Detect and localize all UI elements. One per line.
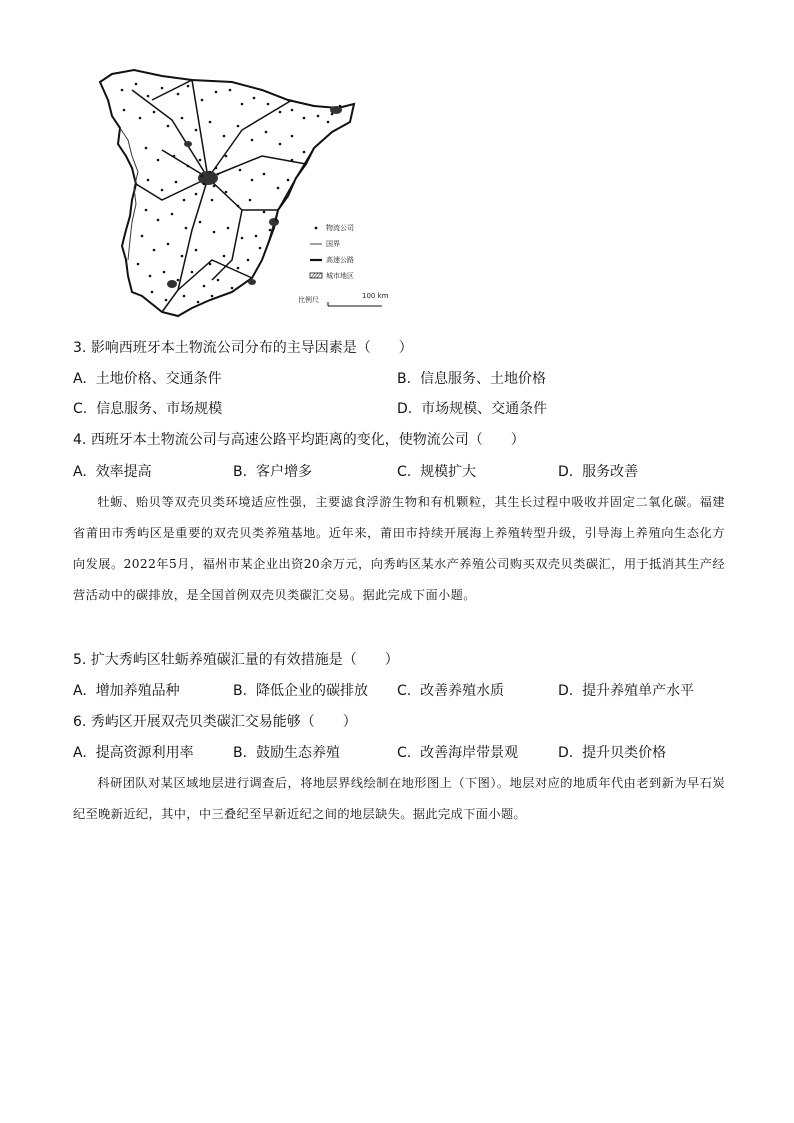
logistics-dot [195, 249, 198, 252]
logistics-dot [121, 89, 124, 92]
option-text: 提高资源利用率 [95, 745, 194, 761]
logistics-dot [167, 243, 170, 246]
logistics-dot [199, 221, 202, 224]
option-text: 改善养殖水质 [420, 683, 505, 699]
option-b[interactable] [397, 370, 546, 388]
logistics-dot [211, 295, 214, 298]
option-letter: C. [73, 401, 88, 417]
passage-text: 牡蛎、贻贝等双壳贝类环境适应性强，主要滤食浮游生物和有机颗粒，其生长过程中吸收并固定二氧化碳。福建省莆田市秀屿区是重要的双壳贝类养殖基地。近年来，莆田市持续开展海上养殖转型升级，引导海上养殖向生态化方向发展。2022年5月，福州市某企业出资20余万元，向秀屿区某水产养殖公司购买双壳贝类碳汇，用于抵消其生产经营活动中的碳排放，是全国首例双壳贝类碳汇交易。据此完成下面小题。 [73, 495, 725, 602]
spain-logistics-map [92, 60, 392, 322]
logistics-dot [135, 83, 138, 86]
question-text: 扩大秀屿区牡蛎养殖碳汇量的有效措施是（ ） [90, 652, 399, 668]
logistics-dot [279, 111, 282, 114]
logistics-dot [291, 109, 294, 112]
option-c[interactable] [397, 744, 518, 762]
option-b[interactable] [233, 744, 340, 762]
question-number: 4. [73, 432, 87, 448]
logistics-dot [253, 97, 256, 100]
logistics-dot [191, 271, 194, 274]
option-b[interactable] [233, 463, 312, 481]
logistics-dot [331, 113, 334, 116]
option-text: 市场规模、交通条件 [421, 401, 548, 417]
logistics-dot [303, 151, 306, 154]
option-text: 增加养殖品种 [95, 683, 180, 699]
logistics-dot [175, 181, 178, 184]
logistics-dot [211, 199, 214, 202]
logistics-dot [287, 179, 290, 182]
logistics-dot [167, 125, 170, 128]
logistics-dot [183, 295, 186, 298]
logistics-dot [267, 103, 270, 106]
logistics-dot [181, 117, 184, 120]
logistics-dot [303, 117, 306, 120]
logistics-dot [139, 117, 142, 120]
logistics-dot [263, 211, 266, 214]
logistics-dot [173, 155, 176, 158]
question-5-stem [73, 651, 399, 669]
option-letter: D. [558, 464, 574, 480]
option-letter: B. [233, 464, 248, 480]
logistics-dot [187, 85, 190, 88]
option-b[interactable] [233, 682, 368, 700]
map-drawing [92, 60, 392, 322]
logistics-dot [185, 227, 188, 230]
option-letter: A. [73, 745, 87, 761]
scale-distance: 100 km [362, 292, 389, 300]
logistics-dot [209, 263, 212, 266]
question-text: 西班牙本土物流公司与高速公路平均距离的变化，使物流公司（ ） [90, 432, 525, 448]
logistics-dot [147, 95, 150, 98]
logistics-dot [201, 99, 204, 102]
logistics-dot [157, 159, 160, 162]
logistics-dot [213, 231, 216, 234]
option-letter: C. [397, 683, 412, 699]
option-letter: B. [233, 683, 248, 699]
logistics-dot [171, 213, 174, 216]
logistics-dot [203, 183, 206, 186]
map-legend [310, 223, 354, 280]
logistics-dot [259, 247, 262, 250]
logistics-dot [231, 287, 234, 290]
option-a[interactable] [73, 682, 180, 700]
question-text: 影响西班牙本土物流公司分布的主导因素是（ ） [90, 340, 413, 356]
option-c[interactable] [397, 463, 476, 481]
logistics-dot [197, 301, 200, 304]
scale-bar [298, 292, 389, 306]
logistics-dots [121, 83, 342, 304]
logistics-dot [239, 169, 242, 172]
logistics-dot [223, 135, 226, 138]
highway-network [132, 80, 338, 312]
logistics-dot [209, 121, 212, 124]
logistics-dot [149, 275, 152, 278]
logistics-dot [265, 131, 268, 134]
logistics-dot [137, 263, 140, 266]
logistics-dot [195, 129, 198, 132]
logistics-dot [145, 147, 148, 150]
logistics-dot [241, 237, 244, 240]
logistics-dot [141, 235, 144, 238]
logistics-dot [203, 285, 206, 288]
legend-label: 城市地区 [326, 272, 354, 280]
question-3-stem [73, 339, 413, 357]
logistics-dot [237, 205, 240, 208]
question-number: 5. [73, 652, 87, 668]
logistics-dot [195, 193, 198, 196]
logistics-dot [291, 135, 294, 138]
option-letter: A. [73, 683, 87, 699]
option-d[interactable] [397, 400, 547, 418]
option-a[interactable] [73, 463, 152, 481]
logistics-dot [247, 259, 250, 262]
logistics-dot [263, 173, 266, 176]
option-a[interactable] [73, 370, 222, 388]
logistics-dot [291, 159, 294, 162]
logistics-dot [223, 255, 226, 258]
logistics-dot [255, 235, 258, 238]
logistics-dot [177, 279, 180, 282]
logistics-dot [249, 199, 252, 202]
option-text: 提升养殖单产水平 [582, 683, 695, 699]
option-text: 提升贝类价格 [582, 745, 667, 761]
logistics-dot [269, 229, 272, 232]
logistics-dot [187, 165, 190, 168]
logistics-dot [151, 291, 154, 294]
logistics-dot [165, 299, 168, 302]
option-text: 土地价格、交通条件 [95, 371, 222, 387]
logistics-dot [123, 109, 126, 112]
option-letter: C. [397, 745, 412, 761]
question-text: 秀屿区开展双壳贝类碳汇交易能够（ ） [90, 714, 357, 730]
option-letter: A. [73, 371, 87, 387]
logistics-dot [209, 171, 212, 174]
option-text: 改善海岸带景观 [420, 745, 519, 761]
option-d[interactable] [558, 682, 694, 700]
option-text: 鼓励生态养殖 [255, 745, 340, 761]
option-text: 客户增多 [255, 464, 312, 480]
legend-label: 物流公司 [326, 224, 354, 232]
logistics-dot [279, 143, 282, 146]
logistics-dot [153, 249, 156, 252]
reading-passage-oyster [73, 487, 725, 611]
logistics-dot [161, 189, 164, 192]
option-c[interactable] [73, 400, 222, 418]
option-letter: D. [558, 683, 574, 699]
logistics-dot [213, 185, 216, 188]
logistics-dot [327, 121, 330, 124]
logistics-dot [217, 173, 220, 176]
option-d[interactable] [558, 463, 638, 481]
question-4-stem [73, 431, 525, 449]
option-text: 规模扩大 [420, 464, 477, 480]
logistics-dot [147, 179, 150, 182]
logistics-dot [237, 125, 240, 128]
reading-passage-strata [73, 768, 725, 830]
option-c[interactable] [397, 682, 504, 700]
question-number: 6. [73, 714, 87, 730]
logistics-dot [317, 115, 320, 118]
option-letter: C. [397, 464, 412, 480]
logistics-dot [163, 271, 166, 274]
passage-text: 科研团队对某区域地层进行调查后，将地层界线绘制在地形图上（下图）。地层对应的地质年代由老到新为早石炭纪至晚新近纪，其中，中三叠纪至早新近纪之间的地层缺失。据此完成下面小题。 [73, 776, 725, 821]
logistics-dot [225, 191, 228, 194]
option-text: 效率提高 [95, 464, 152, 480]
logistics-dot [237, 267, 240, 270]
option-text: 服务改善 [582, 464, 639, 480]
logistics-dot [217, 279, 220, 282]
logistics-dot [251, 139, 254, 142]
logistics-dot [277, 187, 280, 190]
logistics-dot [251, 179, 254, 182]
option-letter: D. [397, 401, 413, 417]
logistics-dot [215, 167, 218, 170]
logistics-dot [177, 93, 180, 96]
question-number: 3. [73, 340, 87, 356]
option-d[interactable] [558, 744, 666, 762]
option-text: 降低企业的碳排放 [255, 683, 368, 699]
option-text: 信息服务、市场规模 [96, 401, 223, 417]
logistics-dot [145, 209, 148, 212]
option-text: 信息服务、土地价格 [419, 371, 546, 387]
logistics-dot [181, 255, 184, 258]
option-letter: A. [73, 464, 87, 480]
logistics-dot [339, 105, 342, 108]
logistics-dot [241, 103, 244, 106]
logistics-dot [275, 219, 278, 222]
logistics-dot [201, 175, 204, 178]
option-letter: B. [397, 371, 412, 387]
legend-label: 国界 [326, 240, 340, 248]
logistics-dot [183, 199, 186, 202]
logistics-dot [225, 155, 228, 158]
logistics-dot [157, 219, 160, 222]
logistics-dot [161, 87, 164, 90]
scale-label: 比例尺 [298, 296, 319, 304]
logistics-dot [229, 89, 232, 92]
logistics-dot [215, 91, 218, 94]
logistics-dot [153, 111, 156, 114]
legend-label: 高速公路 [326, 256, 354, 264]
option-letter: B. [233, 745, 248, 761]
question-6-stem [73, 713, 357, 731]
logistics-dot [227, 227, 230, 230]
logistics-dot [199, 159, 202, 162]
option-letter: D. [558, 745, 574, 761]
option-a[interactable] [73, 744, 194, 762]
